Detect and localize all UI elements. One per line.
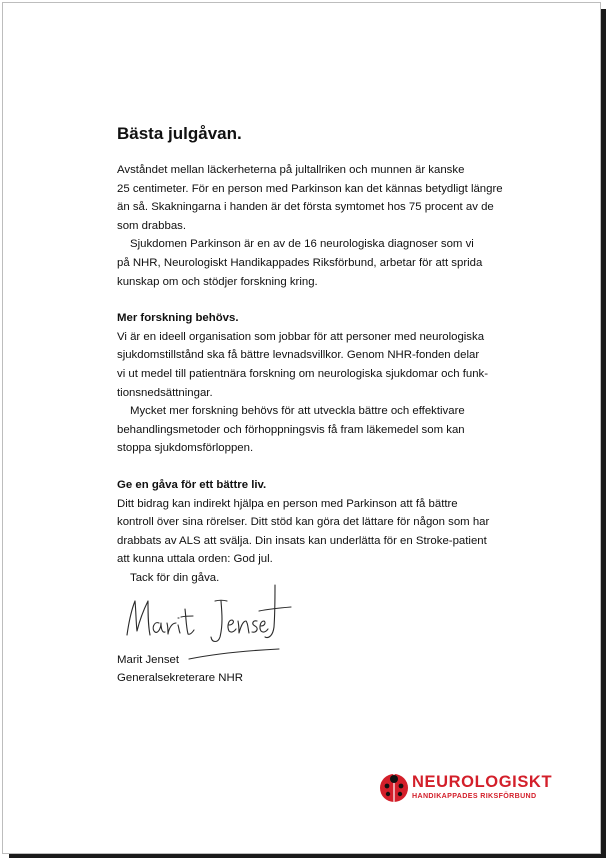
text-line: vi ut medel till patientnära forskning om neurologiska sjukdomar och funk- <box>117 367 489 380</box>
handwritten-signature <box>119 571 299 663</box>
intro-paragraph-2 <box>117 235 517 291</box>
signer-block <box>117 651 243 687</box>
text-line: kontroll över sina rörelser. Ditt stöd kan göra det lättare för någon som har <box>117 516 490 529</box>
text-line: 25 centimeter. För en person med Parkinson kan det kännas betydligt längre <box>117 182 503 195</box>
text-line: Vi är en ideell organisation som jobbar för att personer med neurologiska <box>117 330 485 343</box>
letter-body <box>117 123 517 587</box>
gift-paragraph <box>117 495 517 569</box>
signer-title: Generalsekreterare NHR <box>117 672 243 684</box>
text-line: Tack för din gåva. <box>130 571 220 584</box>
text-line: som drabbas. <box>117 219 187 232</box>
section-heading-gift: Ge en gåva för ett bättre liv. <box>117 478 267 491</box>
text-line: Mycket mer forskning behövs för att utveckla bättre och effektivare <box>130 405 465 418</box>
nhr-logo <box>379 773 559 803</box>
research-paragraph <box>117 328 517 402</box>
letter-page <box>2 2 601 854</box>
text-line: kunskap om och stödjer forskning kring. <box>117 275 318 288</box>
section-heading-research: Mer forskning behövs. <box>117 312 239 325</box>
text-line: Ditt bidrag kan indirekt hjälpa en person med Parkinson att få bättre <box>117 497 458 510</box>
text-line: att kunna uttala orden: God jul. <box>117 553 273 566</box>
letter-title: Bästa julgåvan. <box>117 124 242 143</box>
signer-name: Marit Jenset <box>117 654 180 666</box>
text-line: behandlingsmetoder och förhoppningsvis få fram läkemedel som kan <box>117 423 465 436</box>
text-line: Sjukdomen Parkinson är en av de 16 neurologiska diagnoser som vi <box>130 238 474 251</box>
logo-subtitle: HANDIKAPPADES RIKSFÖRBUND <box>412 792 537 800</box>
text-line: drabbats av ALS att svälja. Din insats kan underlätta för en Stroke-patient <box>117 534 487 547</box>
text-line: Avståndet mellan läckerheterna på jultallriken och munnen är kanske <box>117 164 465 176</box>
logo-title: NEUROLOGISKT <box>412 773 553 791</box>
text-line: tionsnedsättningar. <box>117 386 213 399</box>
ladybug-icon <box>379 773 409 803</box>
text-line: på NHR, Neurologiskt Handikappades Riksförbund, arbetar för att sprida <box>117 256 483 269</box>
research-paragraph-2 <box>117 402 517 458</box>
text-line: än så. Skakningarna i handen är det första symtomet hos 75 procent av de <box>117 201 494 214</box>
text-line: sjukdomstillstånd ska få bättre levnadsvillkor. Genom NHR-fonden delar <box>117 349 480 362</box>
intro-paragraph <box>117 161 517 235</box>
text-line: stoppa sjukdomsförloppen. <box>117 442 254 455</box>
